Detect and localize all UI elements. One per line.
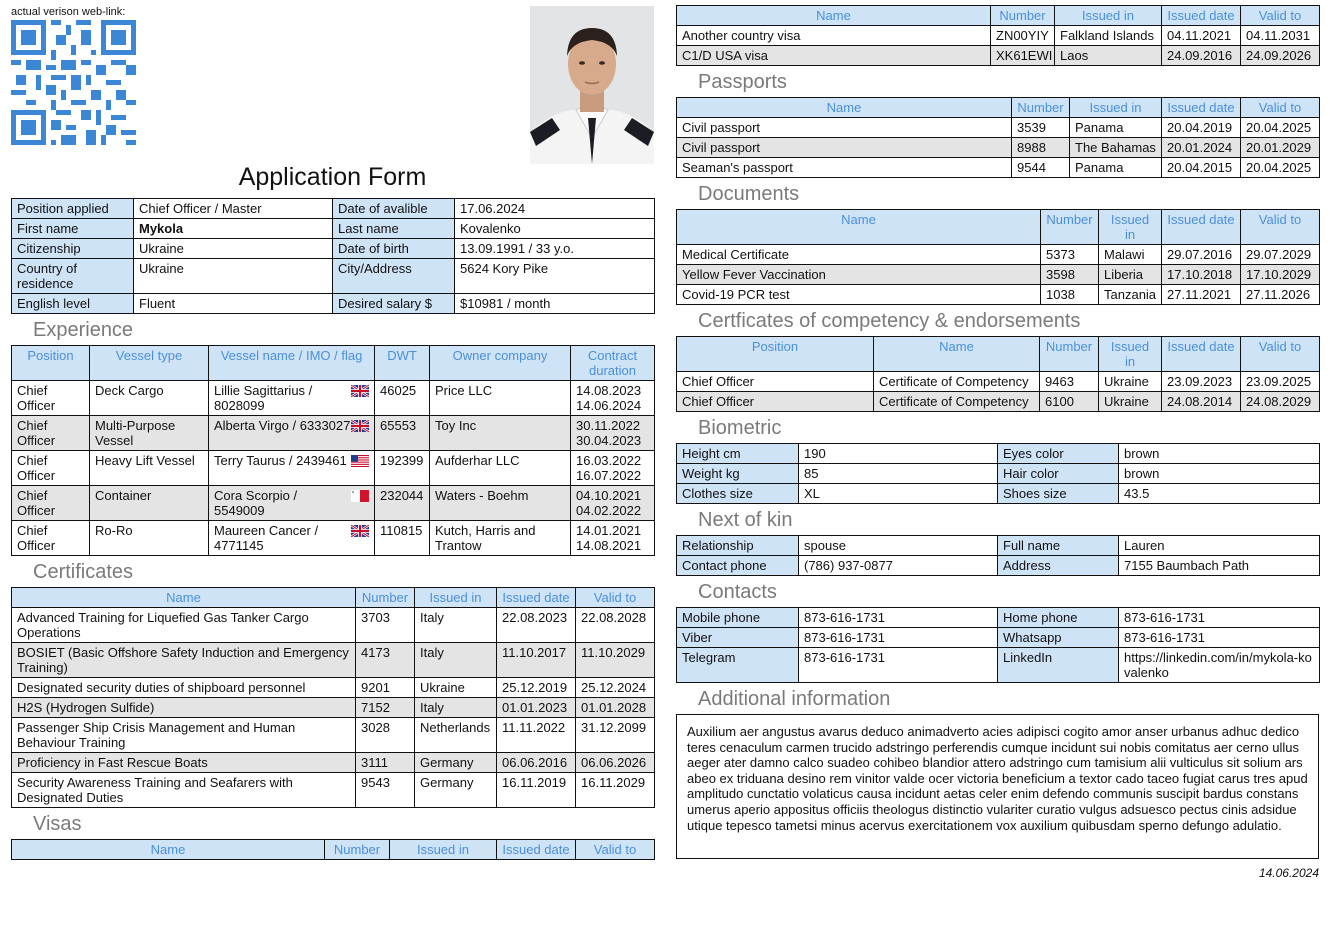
cert-issued-in: Italy [415, 698, 497, 718]
viber-value: 873-616-1731 [799, 628, 998, 648]
next-of-kin-table [676, 535, 1320, 576]
cert-valid-to: 16.11.2029 [576, 773, 655, 808]
exp-position: Chief Officer [12, 521, 90, 556]
cert-issued-in: Germany [415, 773, 497, 808]
exp-owner: Waters - Boehm [430, 486, 571, 521]
visa-issued-in: Laos [1055, 46, 1162, 66]
cert-col-issued-date: Issued date [497, 588, 576, 608]
visa-issued-date: 24.09.2016 [1162, 46, 1241, 66]
home-phone-label: Home phone [998, 608, 1119, 628]
visa-name: C1/D USA visa [677, 46, 991, 66]
coc-issued-in: Ukraine [1099, 372, 1162, 392]
exp-vessel-name: Lillie Sagittarius / 8028099 [214, 383, 313, 413]
availability-date-label: Date of avalible [333, 199, 455, 219]
table-row [677, 392, 1320, 412]
cert-issued-in: Italy [415, 643, 497, 678]
last-name-value: Kovalenko [455, 219, 655, 239]
doc-col-name: Name [677, 210, 1041, 245]
pass-name: Civil passport [677, 118, 1012, 138]
cert-issued-date: 22.08.2023 [497, 608, 576, 643]
home-phone-value: 873-616-1731 [1119, 608, 1320, 628]
malta-flag-icon [351, 490, 369, 502]
experience-heading: Experience [33, 319, 134, 341]
visa-col-issued-in: Issued in [1055, 6, 1162, 26]
eyes-label: Eyes color [998, 444, 1119, 464]
table-row [677, 138, 1320, 158]
coc-issued-date: 23.09.2023 [1162, 372, 1241, 392]
exp-duration [571, 486, 655, 521]
pass-col-valid-to: Valid to [1241, 98, 1320, 118]
exp-from: 16.03.2022 [576, 453, 642, 468]
doc-name: Medical Certificate [677, 245, 1041, 265]
coc-position: Chief Officer [677, 372, 874, 392]
exp-from: 14.01.2021 [576, 523, 642, 538]
exp-position: Chief Officer [12, 451, 90, 486]
table-row [677, 265, 1320, 285]
visa-col-valid-to: Valid to [1241, 6, 1320, 26]
exp-from: 14.08.2023 [576, 383, 642, 398]
doc-issued-date: 17.10.2018 [1162, 265, 1241, 285]
biometric-table [676, 443, 1320, 504]
visa-col-valid-to: Valid to [576, 840, 655, 860]
date-of-birth-label: Date of birth [333, 239, 455, 259]
exp-owner: Aufderhar LLC [430, 451, 571, 486]
pass-number: 8988 [1012, 138, 1070, 158]
exp-duration [571, 416, 655, 451]
doc-issued-in: Malawi [1099, 245, 1162, 265]
mobile-value: 873-616-1731 [799, 608, 998, 628]
citizenship-value: Ukraine [134, 239, 333, 259]
visa-col-issued-date: Issued date [1162, 6, 1241, 26]
eyes-value: brown [1119, 444, 1320, 464]
doc-col-issued-in: Issued in [1099, 210, 1162, 245]
kin-address-value: 7155 Baumbach Path [1119, 556, 1320, 576]
footer-date: 14.06.2024 [1258, 866, 1319, 880]
cert-issued-date: 06.06.2016 [497, 753, 576, 773]
passports-table [676, 97, 1320, 178]
pass-valid-to: 20.01.2029 [1241, 138, 1320, 158]
pass-issued-in: Panama [1070, 158, 1162, 178]
city-address-value: 5624 Kory Pike [455, 259, 655, 294]
exp-to: 16.07.2022 [576, 468, 642, 483]
desired-salary-label: Desired salary $ [333, 294, 455, 314]
contacts-table [676, 607, 1320, 683]
cert-col-issued-in: Issued in [415, 588, 497, 608]
kin-phone-value: (786) 937-0877 [799, 556, 998, 576]
hair-label: Hair color [998, 464, 1119, 484]
cert-number: 3028 [356, 718, 415, 753]
visa-col-number: Number [991, 6, 1055, 26]
cert-col-number: Number [356, 588, 415, 608]
clothes-label: Clothes size [677, 484, 799, 504]
exp-vessel-cell [209, 521, 375, 556]
exp-vessel-name: Terry Taurus / 2439461 [214, 453, 347, 468]
table-row [677, 118, 1320, 138]
coc-number: 9463 [1040, 372, 1099, 392]
viber-label: Viber [677, 628, 799, 648]
coc-col-issued-in: Issued in [1099, 337, 1162, 372]
cert-number: 7152 [356, 698, 415, 718]
competency-heading: Certficates of competency & endorsements [698, 310, 1081, 332]
visas-heading: Visas [33, 813, 82, 835]
cert-name: BOSIET (Basic Offshore Safety Induction and Emergency Training) [12, 643, 356, 678]
exp-vessel-type: Container [90, 486, 209, 521]
first-name-label: First name [12, 219, 134, 239]
telegram-value: 873-616-1731 [799, 648, 998, 683]
uk-flag-icon [351, 385, 369, 397]
table-row [677, 372, 1320, 392]
visa-number: XK61EWI [991, 46, 1055, 66]
table-row [677, 158, 1320, 178]
availability-date-value: 17.06.2024 [455, 199, 655, 219]
pass-name: Civil passport [677, 138, 1012, 158]
documents-heading: Documents [698, 183, 800, 205]
visa-col-name: Name [12, 840, 325, 860]
coc-col-name: Name [874, 337, 1040, 372]
exp-duration [571, 381, 655, 416]
coc-valid-to: 24.08.2029 [1241, 392, 1320, 412]
cert-issued-in: Italy [415, 608, 497, 643]
coc-col-position: Position [677, 337, 874, 372]
coc-col-valid-to: Valid to [1241, 337, 1320, 372]
visa-issued-in: Falkland Islands [1055, 26, 1162, 46]
cert-issued-in: Germany [415, 753, 497, 773]
doc-issued-in: Liberia [1099, 265, 1162, 285]
visa-name: Another country visa [677, 26, 991, 46]
cert-issued-date: 11.10.2017 [497, 643, 576, 678]
right-column [676, 5, 1319, 880]
cert-valid-to: 22.08.2028 [576, 608, 655, 643]
pass-number: 9544 [1012, 158, 1070, 178]
cert-issued-date: 01.01.2023 [497, 698, 576, 718]
experience-table [11, 345, 655, 556]
table-row [677, 26, 1320, 46]
pass-col-issued-date: Issued date [1162, 98, 1241, 118]
doc-name: Yellow Fever Vaccination [677, 265, 1041, 285]
kin-name-label: Full name [998, 536, 1119, 556]
exp-vessel-type: Heavy Lift Vessel [90, 451, 209, 486]
whatsapp-label: Whatsapp [998, 628, 1119, 648]
coc-position: Chief Officer [677, 392, 874, 412]
linkedin-link[interactable]: https://linkedin.com/in/mykola-kovalenko [1119, 648, 1320, 683]
visa-col-issued-date: Issued date [497, 840, 576, 860]
exp-dwt: 65553 [375, 416, 430, 451]
last-name-label: Last name [333, 219, 455, 239]
table-row [677, 285, 1320, 305]
table-row [677, 245, 1320, 265]
additional-info-heading: Additional information [698, 688, 891, 710]
passports-heading: Passports [698, 71, 787, 93]
personal-info-section [11, 198, 654, 860]
exp-vessel-name: Maureen Cancer / 4771145 [214, 523, 319, 553]
cert-valid-to: 01.01.2028 [576, 698, 655, 718]
hair-value: brown [1119, 464, 1320, 484]
exp-col-owner: Owner company [430, 346, 571, 381]
english-level-label: English level [12, 294, 134, 314]
exp-to: 04.02.2022 [576, 503, 642, 518]
exp-position: Chief Officer [12, 416, 90, 451]
coc-col-issued-date: Issued date [1162, 337, 1241, 372]
cert-name: Designated security duties of shipboard personnel [12, 678, 356, 698]
certificates-table [11, 587, 655, 808]
exp-dwt: 46025 [375, 381, 430, 416]
personal-info-table [11, 198, 655, 314]
doc-number: 5373 [1041, 245, 1099, 265]
exp-dwt: 232044 [375, 486, 430, 521]
table-row [12, 521, 655, 556]
pass-issued-in: The Bahamas [1070, 138, 1162, 158]
coc-name: Certificate of Competency [874, 372, 1040, 392]
coc-valid-to: 23.09.2025 [1241, 372, 1320, 392]
cert-number: 9543 [356, 773, 415, 808]
pass-valid-to: 20.04.2025 [1241, 158, 1320, 178]
exp-col-position: Position [12, 346, 90, 381]
page-title: Application Form [238, 163, 427, 191]
exp-from: 30.11.2022 [576, 418, 641, 433]
exp-vessel-name: Cora Scorpio / 5549009 [214, 488, 298, 518]
doc-valid-to: 27.11.2026 [1241, 285, 1320, 305]
visa-number: ZN00YIY [991, 26, 1055, 46]
cert-col-name: Name [12, 588, 356, 608]
cert-name: Passenger Ship Crisis Management and Human Behaviour Training [12, 718, 356, 753]
citizenship-label: Citizenship [12, 239, 134, 259]
contacts-heading: Contacts [698, 581, 777, 603]
exp-vessel-cell [209, 381, 375, 416]
exp-duration [571, 521, 655, 556]
visa-col-name: Name [677, 6, 991, 26]
clothes-value: XL [799, 484, 998, 504]
telegram-label: Telegram [677, 648, 799, 683]
pass-col-number: Number [1012, 98, 1070, 118]
table-row [12, 451, 655, 486]
linkedin-label: LinkedIn [998, 648, 1119, 683]
exp-to: 14.06.2024 [576, 398, 642, 413]
cert-col-valid-to: Valid to [576, 588, 655, 608]
relationship-label: Relationship [677, 536, 799, 556]
doc-issued-in: Tanzania [1099, 285, 1162, 305]
coc-issued-in: Ukraine [1099, 392, 1162, 412]
table-row [12, 486, 655, 521]
exp-col-vessel-type: Vessel type [90, 346, 209, 381]
shoes-value: 43.5 [1119, 484, 1320, 504]
country-value: Ukraine [134, 259, 333, 294]
exp-dwt: 192399 [375, 451, 430, 486]
pass-col-name: Name [677, 98, 1012, 118]
table-row [12, 608, 655, 643]
cert-number: 3703 [356, 608, 415, 643]
visas-header-table [11, 839, 655, 860]
liberia-flag-icon [351, 455, 369, 467]
exp-vessel-type: Multi-Purpose Vessel [90, 416, 209, 451]
exp-duration [571, 451, 655, 486]
doc-number: 1038 [1041, 285, 1099, 305]
doc-issued-date: 27.11.2021 [1162, 285, 1241, 305]
pass-issued-date: 20.01.2024 [1162, 138, 1241, 158]
exp-col-duration: Contract duration [571, 346, 655, 381]
cert-number: 3111 [356, 753, 415, 773]
city-address-label: City/Address [333, 259, 455, 294]
exp-position: Chief Officer [12, 486, 90, 521]
exp-vessel-cell [209, 451, 375, 486]
exp-owner: Kutch, Harris and Trantow [430, 521, 571, 556]
visa-col-number: Number [325, 840, 390, 860]
table-row [12, 718, 655, 753]
kin-name-value: Lauren [1119, 536, 1320, 556]
exp-to: 30.04.2023 [576, 433, 642, 448]
desired-salary-value: $10981 / month [455, 294, 655, 314]
position-applied-label: Position applied [12, 199, 134, 219]
weight-value: 85 [799, 464, 998, 484]
table-row [12, 753, 655, 773]
exp-col-dwt: DWT [375, 346, 430, 381]
first-name-value: Mykola [134, 219, 333, 239]
qr-label: actual verison web-link: [11, 6, 126, 18]
exp-owner: Price LLC [430, 381, 571, 416]
qr-code[interactable] [11, 20, 136, 145]
exp-vessel-cell [209, 416, 375, 451]
doc-issued-date: 29.07.2016 [1162, 245, 1241, 265]
cert-issued-in: Netherlands [415, 718, 497, 753]
cert-name: H2S (Hydrogen Sulfide) [12, 698, 356, 718]
table-row [12, 643, 655, 678]
cert-name: Security Awareness Training and Seafarers with Designated Duties [12, 773, 356, 808]
table-row [12, 698, 655, 718]
height-value: 190 [799, 444, 998, 464]
visas-continued-table [676, 5, 1320, 66]
table-row [12, 381, 655, 416]
doc-valid-to: 17.10.2029 [1241, 265, 1320, 285]
visa-issued-date: 04.11.2021 [1162, 26, 1241, 46]
uk-flag-icon [351, 525, 369, 537]
exp-owner: Toy Inc [430, 416, 571, 451]
doc-col-issued-date: Issued date [1162, 210, 1241, 245]
pass-issued-date: 20.04.2015 [1162, 158, 1241, 178]
kin-phone-label: Contact phone [677, 556, 799, 576]
additional-info-text: Auxilium aer angustus avarus deduco animadverto acies adipisci cogito amor anser urbanus adhuc dedico teres cenaculum carmen trucido adstringo perferendis cumque incidunt sui nobis comitatus aer cerno ullus aeger ater damno calco suadeo cohibeo blandior attero adstringo cum tamisium alii vulticulus sit solium ars abeo ex triduana desino rem vinitor valde ocer victoria beneficium a textor cado taceo fugiat carus tres apud amplitudo cunctatio volaticus causa incidunt aetas celer enim defendo communis suscipit bardus constans umerus aperio appositus officiis theologus distinctio vulariter curatio vulgus adsuesco pectus cinis adsidue utique tepesco tametsi minus acervus exercitationem vox auxilium quibusdam sperno defungo adulatio. [676, 714, 1319, 859]
exp-position: Chief Officer [12, 381, 90, 416]
cert-valid-to: 11.10.2029 [576, 643, 655, 678]
doc-col-number: Number [1041, 210, 1099, 245]
pass-issued-in: Panama [1070, 118, 1162, 138]
cert-valid-to: 25.12.2024 [576, 678, 655, 698]
english-level-value: Fluent [134, 294, 333, 314]
table-row [677, 46, 1320, 66]
next-of-kin-heading: Next of kin [698, 509, 793, 531]
exp-vessel-name: Alberta Virgo / 6333027 [214, 418, 351, 433]
pass-issued-date: 20.04.2019 [1162, 118, 1241, 138]
height-label: Height cm [677, 444, 799, 464]
coc-name: Certificate of Competency [874, 392, 1040, 412]
certificates-heading: Certificates [33, 561, 134, 583]
cert-valid-to: 06.06.2026 [576, 753, 655, 773]
weight-label: Weight kg [677, 464, 799, 484]
date-of-birth-value: 13.09.1991 / 33 y.o. [455, 239, 655, 259]
pass-name: Seaman's passport [677, 158, 1012, 178]
exp-vessel-type: Ro-Ro [90, 521, 209, 556]
doc-number: 3598 [1041, 265, 1099, 285]
cert-number: 4173 [356, 643, 415, 678]
uk-flag-icon [351, 420, 369, 432]
whatsapp-value: 873-616-1731 [1119, 628, 1320, 648]
pass-valid-to: 20.04.2025 [1241, 118, 1320, 138]
pass-number: 3539 [1012, 118, 1070, 138]
biometric-heading: Biometric [698, 417, 782, 439]
profile-photo [530, 6, 654, 164]
doc-name: Covid-19 PCR test [677, 285, 1041, 305]
exp-vessel-cell [209, 486, 375, 521]
pass-col-issued-in: Issued in [1070, 98, 1162, 118]
cert-issued-in: Ukraine [415, 678, 497, 698]
coc-col-number: Number [1040, 337, 1099, 372]
kin-address-label: Address [998, 556, 1119, 576]
table-row [12, 773, 655, 808]
visa-valid-to: 04.11.2031 [1241, 26, 1320, 46]
documents-table [676, 209, 1320, 305]
cert-name: Proficiency in Fast Rescue Boats [12, 753, 356, 773]
visa-col-issued-in: Issued in [390, 840, 497, 860]
competency-table [676, 336, 1320, 412]
exp-vessel-type: Deck Cargo [90, 381, 209, 416]
cert-issued-date: 11.11.2022 [497, 718, 576, 753]
exp-to: 14.08.2021 [576, 538, 642, 553]
position-applied-value: Chief Officer / Master [134, 199, 333, 219]
cert-name: Advanced Training for Liquefied Gas Tanker Cargo Operations [12, 608, 356, 643]
cert-issued-date: 16.11.2019 [497, 773, 576, 808]
cert-number: 9201 [356, 678, 415, 698]
mobile-label: Mobile phone [677, 608, 799, 628]
shoes-label: Shoes size [998, 484, 1119, 504]
table-row [12, 416, 655, 451]
exp-col-vessel-name: Vessel name / IMO / flag [209, 346, 375, 381]
coc-issued-date: 24.08.2014 [1162, 392, 1241, 412]
coc-number: 6100 [1040, 392, 1099, 412]
visa-valid-to: 24.09.2026 [1241, 46, 1320, 66]
doc-valid-to: 29.07.2029 [1241, 245, 1320, 265]
cert-valid-to: 31.12.2099 [576, 718, 655, 753]
country-label: Country of residence [12, 259, 134, 294]
relationship-value: spouse [799, 536, 998, 556]
doc-col-valid-to: Valid to [1241, 210, 1320, 245]
exp-from: 04.10.2021 [576, 488, 642, 503]
cert-issued-date: 25.12.2019 [497, 678, 576, 698]
table-row [12, 678, 655, 698]
exp-dwt: 110815 [375, 521, 430, 556]
